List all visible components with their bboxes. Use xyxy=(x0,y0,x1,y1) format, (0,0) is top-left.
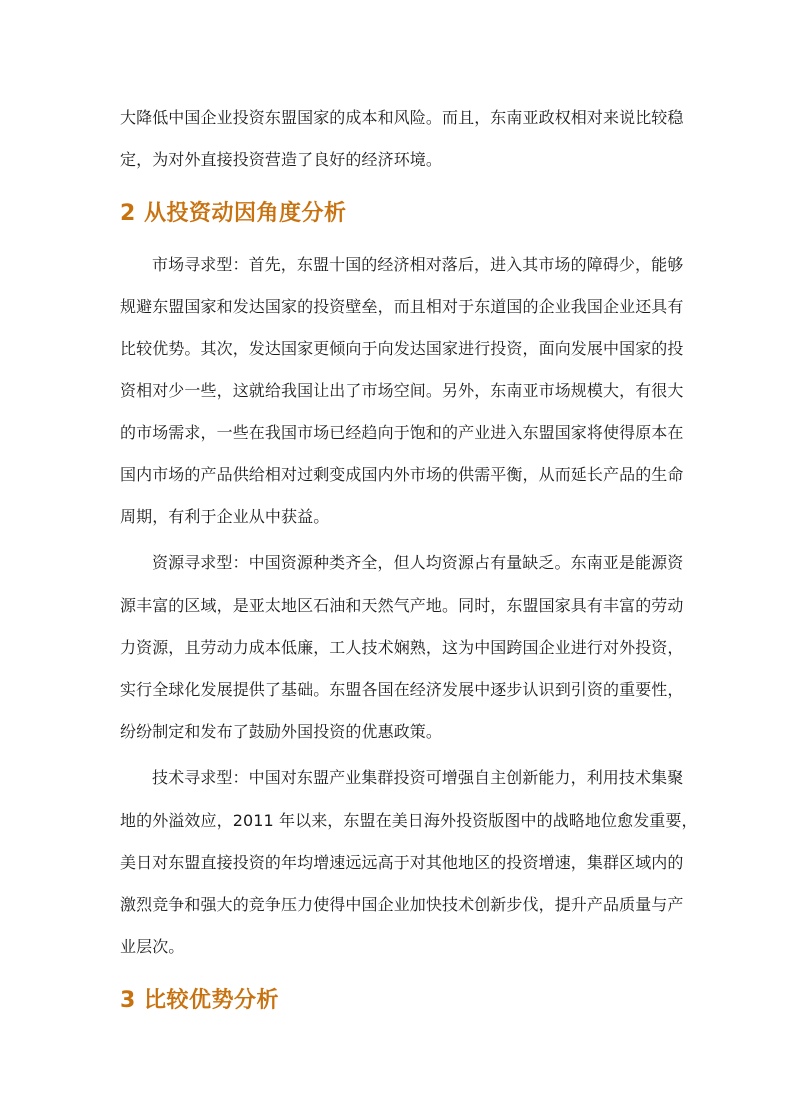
para2-line-5: 纷纷制定和发布了鼓励外国投资的优惠政策。 xyxy=(120,722,443,741)
para3-line-3: 美日对东盟直接投资的年均增速远远高于对其他地区的投资增速，集群区域内的 xyxy=(120,853,684,872)
para1-line-7: 周期，有利于企业从中获益。 xyxy=(120,507,330,526)
para1-line-1: 市场寻求型：首先，东盟十国的经济相对落后，进入其市场的障碍少，能够 xyxy=(152,255,684,274)
section-2-heading: 2 从投资动因角度分析 xyxy=(120,201,347,226)
para3-line-1: 技术寻求型：中国对东盟产业集群投资可增强自主创新能力，利用技术集聚 xyxy=(152,768,684,787)
para1-line-4: 资相对少一些，这就给我国让出了市场空间。另外，东南亚市场规模大，有很大 xyxy=(120,381,684,400)
para1-line-2: 规避东盟国家和发达国家的投资壁垒，而且相对于东道国的企业我国企业还具有 xyxy=(120,297,684,316)
para3-line-4: 激烈竞争和强大的竞争压力使得中国企业加快技术创新步伐，提升产品质量与产 xyxy=(120,895,684,914)
intro-line-2: 定，为对外直接投资营造了良好的经济环境。 xyxy=(120,150,443,169)
para3-line-2: 地的外溢效应，2011 年以来，东盟在美日海外投资版图中的战略地位愈发重要， xyxy=(120,811,698,830)
para2-line-2: 源丰富的区域，是亚太地区石油和天然气产地。同时，东盟国家具有丰富的劳动 xyxy=(120,596,684,615)
para2-line-1: 资源寻求型：中国资源种类齐全，但人均资源占有量缺乏。东南亚是能源资 xyxy=(152,553,684,572)
para1-line-6: 国内市场的产品供给相对过剩变成国内外市场的供需平衡，从而延长产品的生命 xyxy=(120,465,684,484)
para1-line-3: 比较优势。其次，发达国家更倾向于向发达国家进行投资，面向发展中国家的投 xyxy=(120,339,684,358)
para3-line-5: 业层次。 xyxy=(120,937,185,956)
intro-line-1: 大降低中国企业投资东盟国家的成本和风险。而且，东南亚政权相对来说比较稳 xyxy=(120,108,684,127)
para1-line-5: 的市场需求，一些在我国市场已经趋向于饱和的产业进入东盟国家将使得原本在 xyxy=(120,423,684,442)
para2-line-3: 力资源，且劳动力成本低廉，工人技术娴熟，这为中国跨国企业进行对外投资， xyxy=(120,638,684,657)
para2-line-4: 实行全球化发展提供了基础。东盟各国在经济发展中逐步认识到引资的重要性， xyxy=(120,680,684,699)
section-3-heading: 3 比较优势分析 xyxy=(120,988,279,1013)
